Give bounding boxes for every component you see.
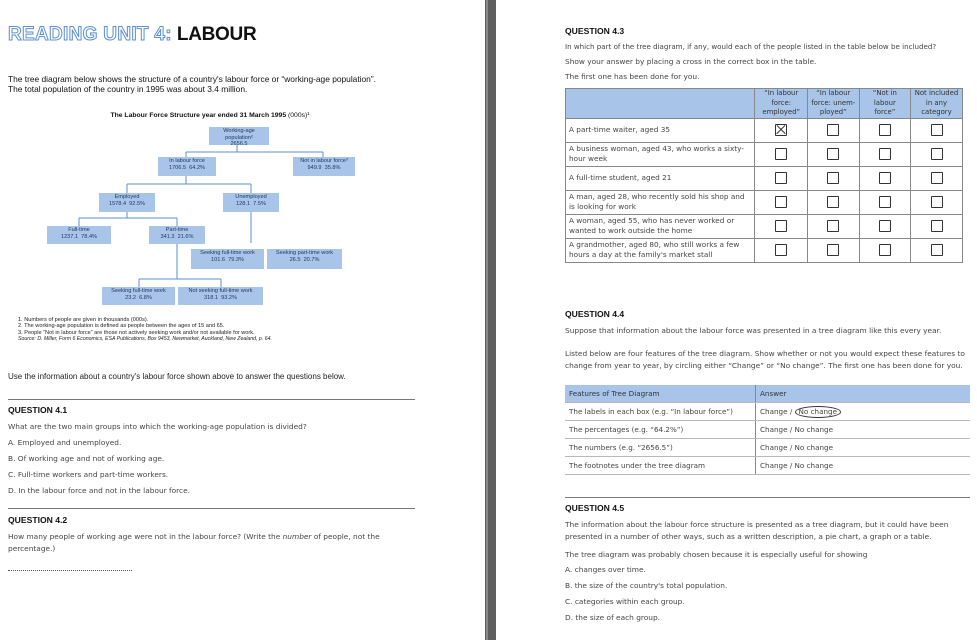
node-value: 26.5 bbox=[289, 256, 301, 263]
node-value: 101.6 bbox=[211, 256, 225, 263]
q44-row bbox=[565, 439, 970, 457]
checked-checkbox[interactable] bbox=[775, 124, 787, 136]
q43-col-employed: “In labour force: employed” bbox=[755, 89, 807, 119]
q44-heading: QUESTION 4.4 bbox=[565, 309, 625, 319]
q44-line-1: Suppose that information about the labour force was presented in a tree diagram like this every year. bbox=[565, 326, 942, 335]
q43-col-not-included: Not included in any category bbox=[911, 89, 963, 119]
node-value: 341.3 bbox=[160, 233, 175, 240]
footnote-source: Source: D. Miller, Form 6 Economics, ESA Publications, Box 9453, Newmarket, Auckland, New Zealand, p. 64. bbox=[18, 336, 272, 343]
tree-node-unemployed-seeking-full-time bbox=[191, 249, 264, 269]
q43-table bbox=[565, 88, 963, 263]
q41-heading: QUESTION 4.1 bbox=[8, 405, 68, 415]
q44-row bbox=[565, 457, 970, 475]
node-pct: 6.8% bbox=[139, 294, 152, 301]
q43-row bbox=[566, 190, 963, 214]
q42-text-after: of people, not the percentage.) bbox=[8, 532, 380, 553]
q43-row bbox=[566, 238, 963, 262]
tree-node-not-in-labour-force bbox=[293, 157, 355, 176]
q43-row bbox=[566, 214, 963, 238]
node-value-pct bbox=[102, 295, 175, 302]
node-pct: 92.5% bbox=[129, 200, 146, 207]
q43-line-1: In which part of the tree diagram, if any, would each of the people listed in the table below be included? bbox=[565, 42, 937, 51]
q43-row-description: A grandmother, aged 80, who still works a few hours a day at the family's market stall bbox=[566, 238, 755, 262]
q41-option-d[interactable]: D. In the labour force and not in the labour force. bbox=[8, 486, 191, 495]
q43-row-description: A part-time waiter, aged 35 bbox=[566, 118, 755, 142]
q44-body bbox=[565, 403, 970, 475]
node-pct: 78.4% bbox=[81, 233, 98, 240]
checkbox[interactable] bbox=[879, 148, 891, 160]
tree-chart-title-text: The Labour Force Structure year ended 31 March 1995 bbox=[110, 112, 287, 119]
q41-option-c[interactable]: C. Full-time workers and part-time workers. bbox=[8, 470, 169, 479]
checkbox[interactable] bbox=[775, 244, 787, 256]
no-change-option-circled[interactable]: No change bbox=[795, 406, 842, 418]
q43-line-2: Show your answer by placing a cross in the correct box in the table. bbox=[565, 57, 817, 66]
q44-header-row bbox=[565, 385, 970, 403]
no-change-option[interactable]: No change bbox=[794, 443, 834, 452]
node-pct: 7.5% bbox=[253, 200, 266, 207]
footnote-1: 1. Numbers of people are given in thousands (000s). bbox=[18, 317, 149, 323]
node-pct: 79.3% bbox=[228, 256, 244, 263]
q43-checkbox-cell bbox=[755, 190, 807, 214]
q43-checkbox-cell bbox=[807, 118, 859, 142]
q43-col-not-in-labour-force: “Not in labour force” bbox=[859, 89, 910, 119]
node-value-pct bbox=[223, 201, 279, 208]
checkbox[interactable] bbox=[879, 124, 891, 136]
left-page bbox=[0, 0, 485, 640]
q43-line-3: The first one has been done for you. bbox=[565, 72, 700, 81]
q43-instructions bbox=[565, 41, 973, 83]
q43-header-row bbox=[566, 89, 963, 119]
node-pct: 64.2% bbox=[189, 164, 206, 171]
footnote-2: 2. The working-age population is defined as people between the ages of 15 and 65. bbox=[18, 323, 225, 330]
q44-col-answer: Answer bbox=[756, 385, 971, 403]
q43-body bbox=[566, 118, 963, 262]
q43-checkbox-cell bbox=[911, 166, 963, 190]
q44-table bbox=[565, 385, 970, 475]
node-value-pct bbox=[178, 295, 263, 302]
footnote-3: 3. People “Not in labour force” are those not actively seeking work and/or not available for work. bbox=[18, 329, 255, 336]
node-value-pct bbox=[158, 165, 216, 172]
right-page bbox=[496, 0, 977, 640]
node-label: Seeking full-time work bbox=[200, 250, 255, 256]
q44-feature: The numbers (e.g. “2656.5”) bbox=[565, 439, 756, 457]
node-value: 23.2 bbox=[125, 294, 137, 301]
q43-checkbox-cell bbox=[755, 238, 807, 262]
q43-checkbox-cell bbox=[911, 214, 963, 238]
q42-text-emphasis: number bbox=[282, 532, 312, 541]
node-pct: 20.7% bbox=[303, 256, 320, 263]
q45-option-a[interactable]: A. changes over time. bbox=[565, 565, 646, 574]
q44-row bbox=[565, 403, 970, 421]
tree-node-unemployed-seeking-part-time bbox=[267, 249, 342, 269]
q43-checkbox-cell bbox=[755, 118, 807, 142]
q43-checkbox-cell bbox=[807, 142, 859, 166]
node-value: 1706.5 bbox=[168, 164, 187, 171]
q43-row-description: A full-time student, aged 21 bbox=[566, 166, 755, 190]
checkbox[interactable] bbox=[827, 124, 839, 136]
q43-checkbox-cell bbox=[755, 214, 807, 238]
node-label: In labour force bbox=[169, 158, 205, 164]
divider bbox=[565, 497, 970, 498]
checkbox[interactable] bbox=[827, 220, 839, 232]
q43-checkbox-cell bbox=[859, 166, 910, 190]
q42-answer-line[interactable] bbox=[8, 570, 132, 571]
no-change-option[interactable]: No change bbox=[794, 461, 834, 470]
q43-checkbox-cell bbox=[755, 166, 807, 190]
q41-text: What are the two main groups into which the working-age population is divided? bbox=[8, 422, 307, 431]
q43-checkbox-cell bbox=[807, 166, 859, 190]
q43-checkbox-cell bbox=[911, 238, 963, 262]
q45-option-d[interactable]: D. the size of each group. bbox=[565, 613, 661, 622]
node-pct: 93.2% bbox=[221, 294, 237, 301]
divider bbox=[8, 399, 415, 400]
tree-node-full-time bbox=[47, 226, 111, 244]
node-value-pct bbox=[267, 257, 342, 264]
intro-line-1: The tree diagram below shows the structure of a country's labour force or “working-age population”. bbox=[8, 74, 376, 84]
change-option[interactable]: Change bbox=[760, 406, 788, 416]
node-value-pct bbox=[47, 234, 111, 241]
node-label: Full-time bbox=[68, 227, 90, 233]
q43-row bbox=[566, 166, 963, 190]
q45-heading: QUESTION 4.5 bbox=[565, 503, 625, 513]
change-option[interactable]: Change bbox=[760, 443, 788, 452]
option-separator: / bbox=[787, 406, 795, 416]
tree-node-part-time bbox=[149, 226, 205, 244]
q43-checkbox-cell bbox=[859, 214, 910, 238]
unit-title-outlined: READING UNIT 4: bbox=[8, 24, 172, 45]
tree-node-part-time-not-seeking bbox=[178, 287, 263, 305]
q44-feature: The labels in each box (e.g. “In labour force”) bbox=[565, 403, 756, 421]
checkbox[interactable] bbox=[775, 196, 787, 208]
use-info-text: Use the information about a country's labour force shown above to answer the questions below. bbox=[8, 372, 346, 381]
q44-line-2: Listed below are four features of the tree diagram. Show whether or not you would expect these features to change from year to year, by circling either “Change” or “No change”. The first one has been done for you. bbox=[565, 349, 965, 370]
checkbox[interactable] bbox=[879, 244, 891, 256]
q42-text-before: How many people of working age were not in the labour force? (Write the bbox=[8, 532, 283, 541]
node-value: 128.1 bbox=[236, 200, 251, 207]
q43-checkbox-cell bbox=[807, 190, 859, 214]
q44-answer bbox=[756, 403, 971, 421]
q45-option-c[interactable]: C. categories within each group. bbox=[565, 597, 685, 606]
page-gutter bbox=[485, 0, 496, 640]
node-value-pct bbox=[293, 165, 355, 172]
q41-option-a[interactable]: A. Employed and unemployed. bbox=[8, 438, 122, 447]
q43-col-unemployed: “In labour force: unem-ployed” bbox=[807, 89, 859, 119]
q43-checkbox-cell bbox=[911, 190, 963, 214]
q45-line-1: The information about the labour force structure is presented as a tree diagram, but it could have been presented in a number of other ways, such as a written description, a pie chart, a graph or a table. bbox=[565, 520, 949, 541]
tree-chart-units: (000s)¹ bbox=[288, 112, 310, 119]
q43-checkbox-cell bbox=[807, 214, 859, 238]
node-pct: 35.8% bbox=[324, 164, 341, 171]
checkbox[interactable] bbox=[879, 196, 891, 208]
node-value: 318.1 bbox=[204, 294, 218, 301]
node-value: 1237.1 bbox=[60, 233, 79, 240]
q42-text bbox=[8, 531, 418, 555]
node-label: Seeking part-time work bbox=[275, 250, 334, 256]
checkbox[interactable] bbox=[827, 244, 839, 256]
node-value: 949.9 bbox=[307, 164, 322, 171]
checkbox[interactable] bbox=[931, 244, 943, 256]
q42-heading: QUESTION 4.2 bbox=[8, 515, 68, 525]
checkbox[interactable] bbox=[775, 172, 787, 184]
q43-row bbox=[566, 142, 963, 166]
checkbox[interactable] bbox=[931, 172, 943, 184]
q45-option-b[interactable]: B. the size of the country's total population. bbox=[565, 581, 728, 590]
q43-row-description: A woman, aged 55, who has never worked or wanted to work outside the home bbox=[566, 214, 755, 238]
q43-checkbox-cell bbox=[859, 190, 910, 214]
q44-feature: The footnotes under the tree diagram bbox=[565, 457, 756, 475]
node-label: Not seeking full-time work bbox=[188, 288, 253, 294]
divider bbox=[8, 508, 415, 509]
node-value: 2656.5 bbox=[230, 141, 248, 148]
checkbox[interactable] bbox=[879, 172, 891, 184]
q41-option-b[interactable]: B. Of working age and not of working age. bbox=[8, 454, 165, 463]
checkbox[interactable] bbox=[931, 196, 943, 208]
q43-checkbox-cell bbox=[911, 118, 963, 142]
tree-node-employed bbox=[99, 193, 155, 212]
checkbox[interactable] bbox=[931, 220, 943, 232]
node-value-pct bbox=[99, 201, 155, 208]
no-change-option[interactable]: No change bbox=[794, 425, 834, 434]
q44-answer bbox=[756, 421, 971, 439]
q43-checkbox-cell bbox=[807, 238, 859, 262]
node-label: Part-time bbox=[165, 227, 189, 233]
node-label: Seeking full-time work bbox=[111, 288, 166, 294]
q45-line-2: The tree diagram was probably chosen because it is especially useful for showing bbox=[565, 550, 868, 559]
q44-col-feature: Features of Tree Diagram bbox=[565, 385, 756, 403]
q43-header-blank bbox=[566, 89, 755, 119]
q44-row bbox=[565, 421, 970, 439]
change-option[interactable]: Change bbox=[760, 461, 788, 470]
q44-answer bbox=[756, 439, 971, 457]
node-label: Employed bbox=[114, 194, 140, 200]
q43-checkbox-cell bbox=[755, 142, 807, 166]
q43-checkbox-cell bbox=[859, 142, 910, 166]
checkbox[interactable] bbox=[775, 148, 787, 160]
checkbox[interactable] bbox=[827, 172, 839, 184]
q44-answer bbox=[756, 457, 971, 475]
q43-heading: QUESTION 4.3 bbox=[565, 26, 625, 36]
q43-checkbox-cell bbox=[859, 118, 910, 142]
change-option[interactable]: Change bbox=[760, 425, 788, 434]
node-label: Working-age population² bbox=[223, 128, 255, 141]
checkbox[interactable] bbox=[775, 220, 787, 232]
checkbox[interactable] bbox=[827, 148, 839, 160]
checkbox[interactable] bbox=[879, 220, 891, 232]
unit-title-plain: LABOUR bbox=[176, 24, 257, 45]
node-label: Not in labour force³ bbox=[300, 158, 348, 164]
q44-feature: The percentages (e.g. “64.2%”) bbox=[565, 421, 756, 439]
checkbox[interactable] bbox=[931, 124, 943, 136]
q43-row-description: A man, aged 28, who recently sold his shop and is looking for work bbox=[566, 190, 755, 214]
tree-node-working-age bbox=[209, 127, 269, 148]
tree-node-unemployed bbox=[223, 193, 279, 212]
node-label: Unemployed bbox=[235, 194, 267, 200]
q43-row bbox=[566, 118, 963, 142]
node-value: 1578.4 bbox=[108, 200, 127, 207]
tree-node-in-labour-force bbox=[158, 157, 216, 176]
option-separator: / bbox=[787, 425, 795, 434]
q43-checkbox-cell bbox=[911, 142, 963, 166]
q43-row-description: A business woman, aged 43, who works a sixty-hour week bbox=[566, 142, 755, 166]
chart-footnotes bbox=[18, 317, 478, 343]
option-separator: / bbox=[787, 443, 795, 452]
node-value-pct bbox=[149, 234, 205, 241]
node-value-pct bbox=[191, 257, 264, 264]
q43-checkbox-cell bbox=[859, 238, 910, 262]
checkbox[interactable] bbox=[827, 196, 839, 208]
intro-line-2: The total population of the country in 1995 was about 3.4 million. bbox=[8, 84, 248, 94]
tree-node-part-time-seeking-full-time bbox=[102, 287, 175, 305]
checkbox[interactable] bbox=[931, 148, 943, 160]
node-pct: 21.6% bbox=[177, 233, 194, 240]
option-separator: / bbox=[787, 461, 795, 470]
